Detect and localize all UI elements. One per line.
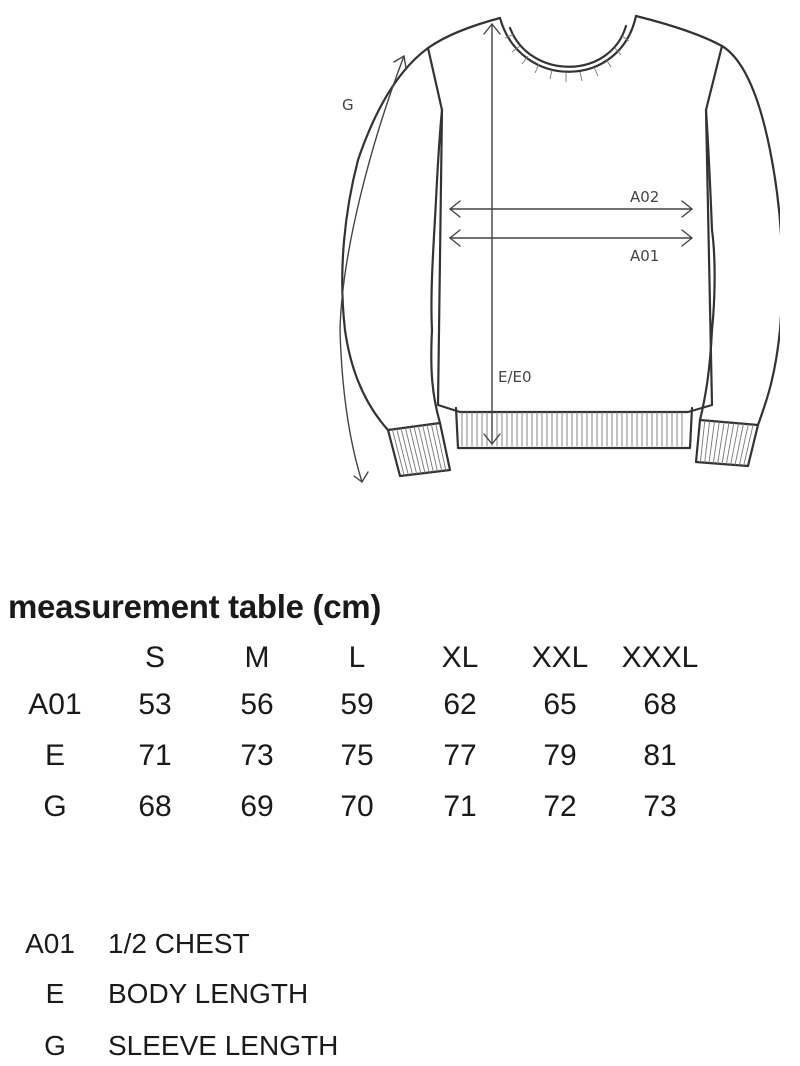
table-cell: 71 xyxy=(138,739,172,772)
row-label: E xyxy=(44,739,65,772)
size-header: XXL xyxy=(531,641,589,674)
sweater-body-outline xyxy=(428,16,722,412)
size-header: L xyxy=(348,641,366,674)
legend-text: 1/2 CHEST xyxy=(108,928,250,959)
table-cell: 70 xyxy=(340,790,374,823)
sleeve-measure-label: G xyxy=(342,96,354,114)
body-measure-label: E/E0 xyxy=(498,368,532,386)
table-cell: 75 xyxy=(340,739,374,772)
table-cell: 73 xyxy=(240,739,274,772)
size-header: XL xyxy=(441,641,479,674)
table-cell: 56 xyxy=(240,688,274,721)
table-cell: 79 xyxy=(543,739,577,772)
chest-upper-label: A02 xyxy=(630,188,660,206)
table-cell: 65 xyxy=(543,688,577,721)
table-cell: 69 xyxy=(240,790,274,823)
legend-code: A01 xyxy=(25,928,75,959)
legend-text: SLEEVE LENGTH xyxy=(108,1030,339,1061)
table-cell: 53 xyxy=(138,688,172,721)
legend-code: E xyxy=(45,978,65,1009)
sweater-collar xyxy=(500,16,636,72)
measurement-table-title: measurement table (cm) xyxy=(8,588,382,625)
table-cell: 68 xyxy=(138,790,172,823)
size-header: M xyxy=(244,641,270,674)
table-cell: 59 xyxy=(340,688,374,721)
table-cell: 77 xyxy=(443,739,477,772)
table-cell: 81 xyxy=(643,739,677,772)
table-cell: 73 xyxy=(643,790,677,823)
table-cell: 62 xyxy=(443,688,477,721)
table-cell: 68 xyxy=(643,688,677,721)
chest-measure xyxy=(450,230,692,246)
row-label: G xyxy=(43,790,67,823)
size-header: S xyxy=(144,641,165,674)
row-label: A01 xyxy=(28,688,82,721)
size-header: XXXL xyxy=(621,641,699,674)
legend-code: G xyxy=(44,1030,66,1061)
sweater-left-sleeve xyxy=(342,48,442,430)
chest-label: A01 xyxy=(630,247,660,265)
sweater-diagram xyxy=(320,0,780,500)
legend-text: BODY LENGTH xyxy=(108,978,309,1009)
table-cell: 72 xyxy=(543,790,577,823)
table-cell: 71 xyxy=(443,790,477,823)
